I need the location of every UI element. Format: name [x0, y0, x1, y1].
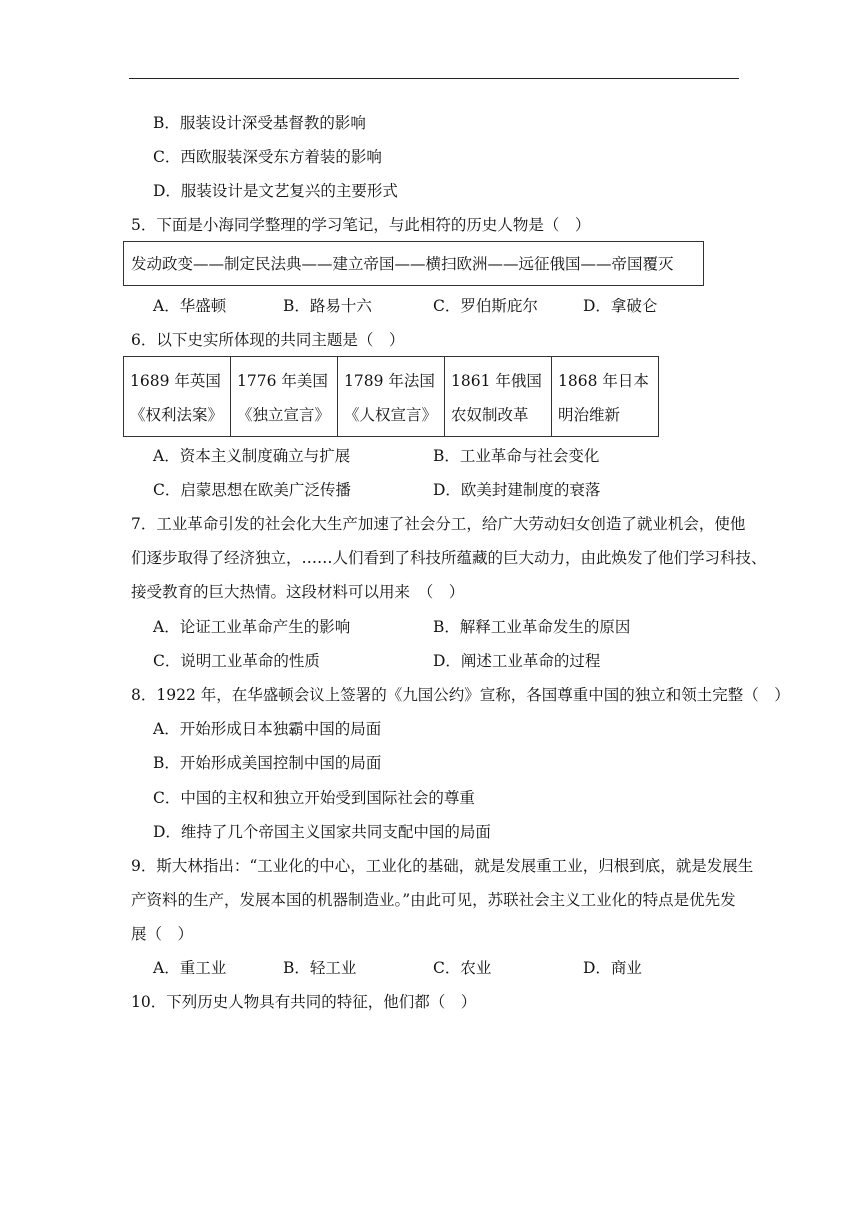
- q6-stem: 6．以下史实所体现的共同主题是（ ）: [131, 331, 405, 349]
- q6-cell: [338, 357, 445, 437]
- q5-stem: 5．下面是小海同学整理的学习笔记，与此相符的历史人物是（ ）: [131, 216, 591, 234]
- q4-option-b: B．服装设计深受基督教的影响: [153, 114, 366, 132]
- q8-option-a: A．开始形成日本独霸中国的局面: [153, 720, 382, 738]
- q7-stem-line-3: 接受教育的巨大热情。这段材料可以用来 （ ）: [131, 583, 465, 601]
- q4-option-d: D．服装设计是文艺复兴的主要形式: [153, 182, 398, 200]
- q6-cell: [552, 357, 659, 437]
- q5-note-text: 发动政变——制定民法典——建立帝国——横扫欧洲——远征俄国——帝国覆灭: [131, 255, 674, 273]
- q9-option-b: B．轻工业: [283, 959, 357, 977]
- q5-option-b: B．路易十六: [283, 297, 372, 315]
- q9-stem-line-2: 产资料的生产，发展本国的机器制造业。”由此可见，苏联社会主义工业化的特点是优先发: [131, 891, 736, 909]
- q6-option-a: A．资本主义制度确立与扩展: [153, 447, 351, 465]
- q6-cell-event: 《权利法案》: [130, 406, 224, 424]
- q7-option-c: C．说明工业革命的性质: [153, 652, 320, 670]
- q9-stem-line-3: 展（ ）: [131, 925, 194, 943]
- q5-note-box: [123, 241, 704, 286]
- q6-cell: [445, 357, 552, 437]
- q8-option-b: B．开始形成美国控制中国的局面: [153, 754, 382, 772]
- q9-option-a: A．重工业: [153, 959, 227, 977]
- q6-cell-year: 1776 年美国: [237, 372, 328, 390]
- q9-option-d: D．商业: [583, 959, 642, 977]
- q6-cell-event: 《人权宣言》: [344, 406, 438, 424]
- q6-cell-year: 1789 年法国: [344, 372, 435, 390]
- q7-option-d: D．阐述工业革命的过程: [433, 652, 601, 670]
- q8-option-c: C．中国的主权和独立开始受到国际社会的尊重: [153, 789, 475, 807]
- q10-stem: 10．下列历史人物具有共同的特征，他们都（ ）: [131, 993, 477, 1011]
- q5-option-a: A．华盛顿: [153, 297, 227, 315]
- q6-cell: [124, 357, 231, 437]
- q7-option-a: A．论证工业革命产生的影响: [153, 618, 351, 636]
- q6-cell-year: 1689 年英国: [130, 372, 221, 390]
- header-rule: [129, 78, 739, 79]
- q7-stem-line-1: 7．工业革命引发的社会化大生产加速了社会分工，给广大劳动妇女创造了就业机会，使他: [131, 515, 746, 533]
- q6-cell-event: 农奴制改革: [451, 406, 529, 424]
- q8-option-d: D．维持了几个帝国主义国家共同支配中国的局面: [153, 823, 491, 841]
- q6-events-table: [123, 356, 659, 437]
- q7-option-b: B．解释工业革命发生的原因: [433, 618, 631, 636]
- q6-option-d: D．欧美封建制度的衰落: [433, 481, 601, 499]
- q9-stem-line-1: 9．斯大林指出：“工业化的中心，工业化的基础，就是发展重工业，归根到底，就是发展生: [131, 857, 754, 875]
- q6-cell-event: 明治维新: [558, 406, 621, 424]
- q6-cell: [231, 357, 338, 437]
- q6-cell-year: 1868 年日本: [558, 372, 649, 390]
- q8-stem: 8．1922 年，在华盛顿会议上签署的《九国公约》宣称，各国尊重中国的独立和领土完整（ ）: [131, 686, 790, 704]
- q7-stem-line-2: 们逐步取得了经济独立，……人们看到了科技所蕴藏的巨大动力，由此焕发了他们学习科技、: [131, 549, 767, 567]
- q6-option-c: C．启蒙思想在欧美广泛传播: [153, 481, 351, 499]
- q4-option-c: C．西欧服装深受东方着装的影响: [153, 148, 382, 166]
- q9-option-c: C．农业: [433, 959, 492, 977]
- q6-cell-event: 《独立宣言》: [237, 406, 331, 424]
- q5-option-c: C．罗伯斯庇尔: [433, 297, 538, 315]
- q6-cell-year: 1861 年俄国: [451, 372, 542, 390]
- q5-option-d: D．拿破仑: [583, 297, 658, 315]
- q6-option-b: B．工业革命与社会变化: [433, 447, 600, 465]
